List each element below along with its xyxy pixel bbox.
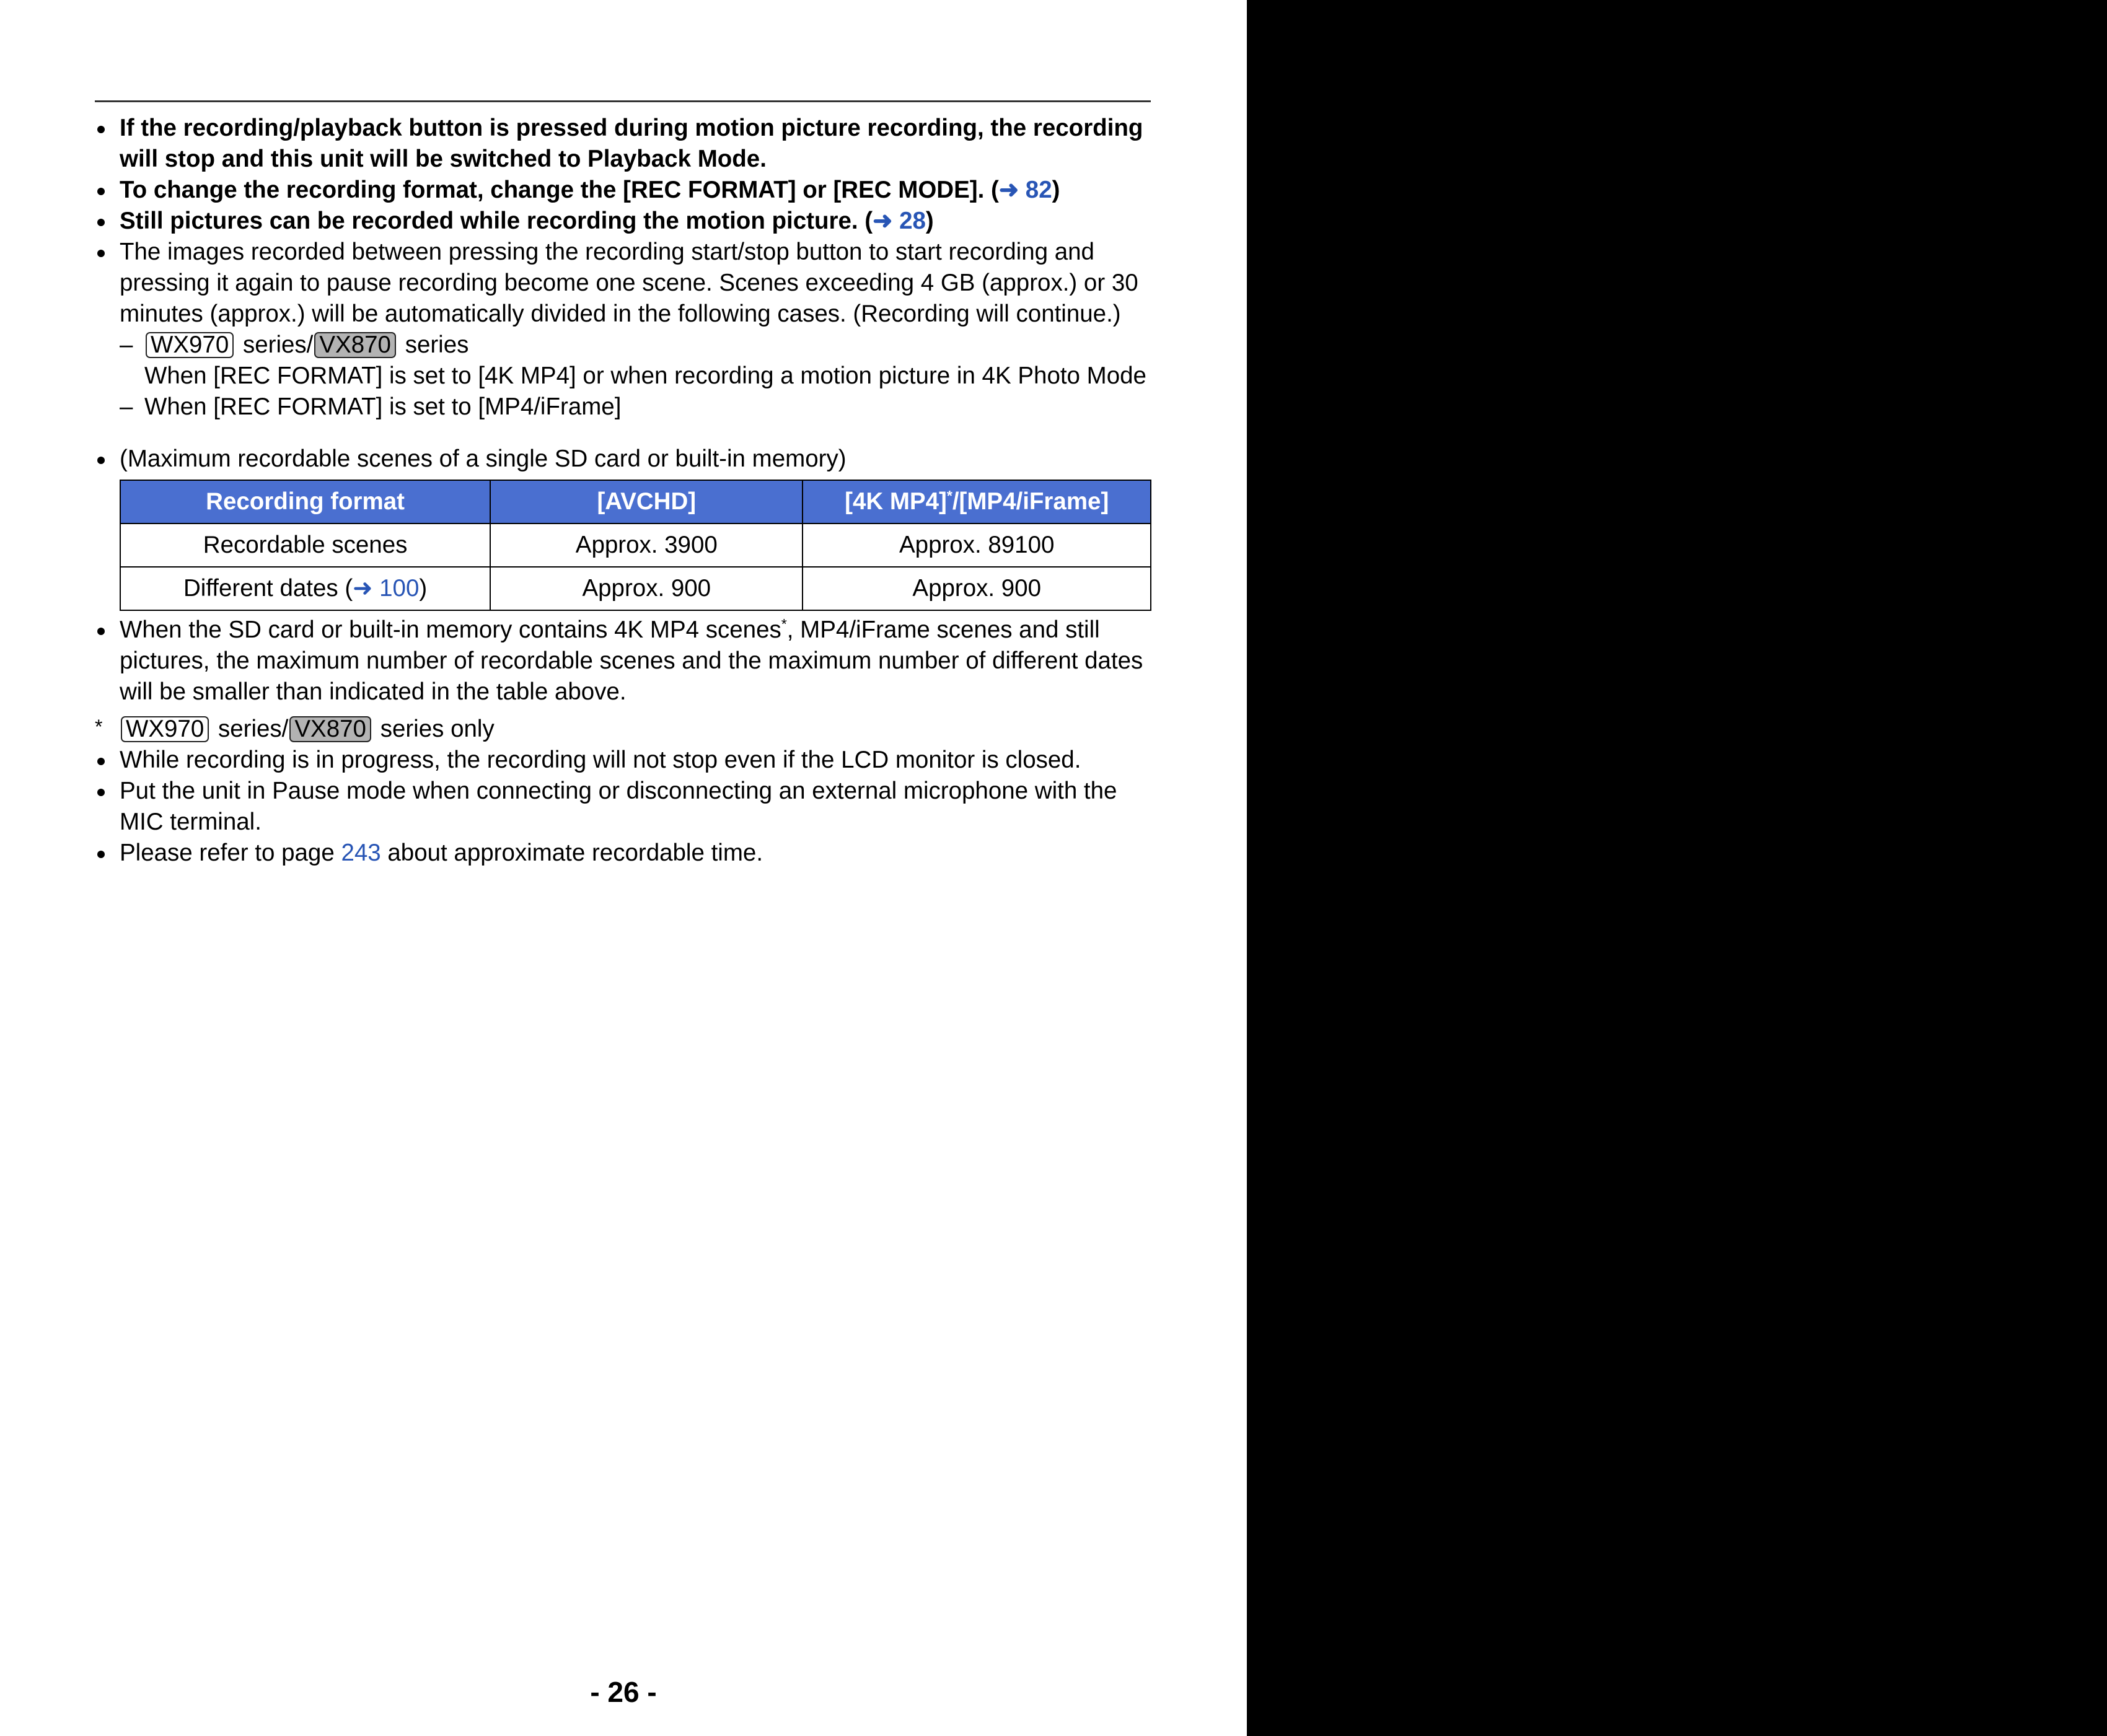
arrow-icon: ➜ <box>873 208 893 234</box>
model-badge-wx970: WX970 <box>146 332 234 358</box>
bullet-text: , MP4/iFrame scenes and still pictures, the maximum number of recordable scenes and the maximum number of different dates will be smaller than indicated in the table above. <box>120 616 1143 705</box>
header-recording-format: Recording format <box>120 480 490 524</box>
page-link-243[interactable]: 243 <box>341 840 381 866</box>
dash-marker: – <box>120 331 133 358</box>
bullet-lcd-closed <box>95 745 1156 776</box>
bullet-icon <box>97 250 105 257</box>
row-label-text: Different dates ( <box>183 575 353 602</box>
bullet-playback-switch <box>95 113 1156 175</box>
footnote-star: * <box>95 716 103 738</box>
sub-text: series <box>405 331 469 358</box>
bullet-icon <box>97 188 105 195</box>
footnote-text: series only <box>380 716 495 742</box>
bullet-text: When the SD card or built-in memory contains 4K MP4 scenes <box>120 616 781 643</box>
bullet-scene-division <box>95 237 1156 330</box>
row-label: Recordable scenes <box>120 524 490 567</box>
dash-marker: – <box>120 393 133 420</box>
bullet-icon <box>97 758 105 765</box>
paren-close: ) <box>1052 177 1060 203</box>
bullet-text: Put the unit in Pause mode when connecting or disconnecting an external microphone with the MIC terminal. <box>120 778 1117 835</box>
row-label <box>120 567 490 610</box>
arrow-icon: ➜ <box>998 177 1019 203</box>
table-row <box>120 524 1151 567</box>
page-link-82[interactable]: 82 <box>1025 177 1052 203</box>
header-4k-label: [4K MP4] <box>845 488 947 515</box>
footnote-star: * <box>781 616 787 633</box>
bullet-text: The images recorded between pressing the recording start/stop button to start recording and pressing it again to pause recording become one scene. Scenes exceeding 4 GB (approx.) or 30 minutes (approx.) will be automatically divided in the following cases. (Recording will continue.) <box>120 239 1138 327</box>
bullet-icon <box>97 126 105 133</box>
bullet-max-scenes <box>95 444 1156 475</box>
bullet-refer-page <box>95 838 1156 869</box>
cell-avchd: Approx. 900 <box>490 567 803 610</box>
header-mp4-label: /[MP4/iFrame] <box>952 488 1109 515</box>
bullet-text: about approximate recordable time. <box>380 840 763 866</box>
footnote-star: * <box>946 488 952 504</box>
footnote-models <box>95 714 1156 745</box>
page-link-28[interactable]: 28 <box>899 208 926 234</box>
bullet-text: Still pictures can be recorded while recording the motion picture. ( <box>120 208 873 234</box>
bullet-text: If the recording/playback button is pressed during motion picture recording, the recording will stop and this unit will be switched to Playback Mode. <box>120 115 1143 172</box>
bullet-sd-card-contents <box>95 615 1156 708</box>
page-link-100[interactable]: 100 <box>379 575 420 602</box>
bullet-text: While recording is in progress, the recording will not stop even if the LCD monitor is closed. <box>120 747 1081 773</box>
model-badge-vx870: VX870 <box>314 332 396 358</box>
cell-mp4: Approx. 89100 <box>803 524 1151 567</box>
max-scenes-table <box>120 480 1151 611</box>
bullet-icon <box>97 851 105 858</box>
sub-item-4k-models <box>95 330 1156 361</box>
sub-item-4k-condition: When [REC FORMAT] is set to [4K MP4] or when recording a motion picture in 4K Photo Mode <box>144 362 1146 389</box>
bullet-change-format <box>95 175 1156 206</box>
model-badge-wx970: WX970 <box>121 716 209 742</box>
bullet-icon <box>97 789 105 796</box>
bullet-pause-mic <box>95 776 1156 838</box>
bullet-icon <box>97 457 105 464</box>
paren-close: ) <box>419 575 428 602</box>
footnote-text: series/ <box>218 716 289 742</box>
bullet-still-pictures <box>95 206 1156 237</box>
paren-close: ) <box>925 208 934 234</box>
table-header-row <box>120 480 1151 524</box>
table-row <box>120 567 1151 610</box>
model-badge-vx870: VX870 <box>289 716 371 742</box>
bullet-text: Please refer to page <box>120 840 341 866</box>
sub-text: When [REC FORMAT] is set to [MP4/iFrame] <box>144 393 622 420</box>
bullet-icon <box>97 219 105 226</box>
page-number: - 26 - <box>590 1676 657 1708</box>
cell-mp4: Approx. 900 <box>803 567 1151 610</box>
arrow-icon: ➜ <box>353 575 373 602</box>
sub-text: series/ <box>242 331 314 358</box>
header-avchd: [AVCHD] <box>490 480 803 524</box>
top-rule <box>95 100 1151 102</box>
bullet-text: To change the recording format, change the [REC FORMAT] or [REC MODE]. ( <box>120 177 999 203</box>
page-content <box>95 113 1156 869</box>
cell-avchd: Approx. 3900 <box>490 524 803 567</box>
bullet-icon <box>97 628 105 635</box>
header-4k-mp4 <box>803 480 1151 524</box>
sub-item-mp4 <box>95 392 1156 423</box>
bullet-text: (Maximum recordable scenes of a single SD card or built-in memory) <box>120 445 847 472</box>
